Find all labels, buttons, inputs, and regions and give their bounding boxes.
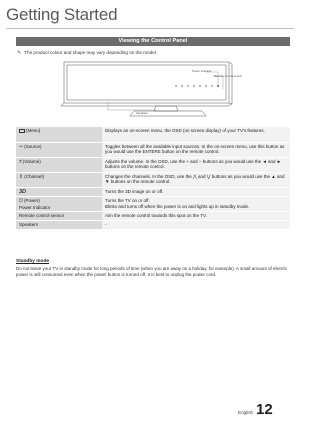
- row-label: (Menu): [26, 128, 41, 133]
- row-description: Adjusts the volume. In the OSD, use the + and − buttons as you would use the ◄ and ► buttons on the remote control.: [102, 157, 290, 172]
- note-text: The product colour and shape may vary depending on the model.: [24, 50, 157, 55]
- 3d-icon: 3D: [19, 188, 27, 195]
- table-row: [16, 142, 290, 157]
- row-label: (Volume): [22, 158, 41, 164]
- tv-illustration: [16, 56, 290, 122]
- standby-heading: Standby mode: [16, 259, 50, 264]
- row-description: Aim the remote control towards this spot on the TV.: [102, 212, 290, 221]
- control-panel-diagram: [16, 56, 290, 122]
- front-buttons: [175, 85, 219, 87]
- row-description: Turns the TV on or off.: [105, 198, 150, 204]
- row-label: (Power): [23, 198, 40, 204]
- note-icon: ✎: [17, 50, 22, 56]
- table-row: [16, 127, 290, 142]
- standby-paragraph: Do not leave your TV in standby mode for long periods of time (when you are away on a holiday, for example). A small amount of electric power is still consumed even when the power button is turned off. It is best to unplug the power cord.: [16, 266, 288, 277]
- remote-sensor-callout: Remote control sensor: [214, 74, 243, 78]
- row-description-secondary: Blinks and turns off when the power is on and lights up in standby mode.: [105, 203, 250, 209]
- row-label: Speakers: [16, 221, 102, 230]
- section-title: Viewing the Control Panel: [16, 37, 290, 46]
- callout-lines: [108, 72, 223, 110]
- row-description: -: [102, 221, 290, 230]
- row-label-secondary: Power Indicator: [19, 204, 51, 210]
- row-description: Toggles between all the available input sources. In the on-screen menu, use this button as you would use the ENTERE button on the remote control.: [102, 142, 290, 157]
- table-row: [16, 172, 290, 187]
- control-panel-table: [16, 127, 290, 230]
- row-label: Remote control sensor: [16, 212, 102, 221]
- power-indicator-callout: Power Indicator: [192, 69, 212, 73]
- speakers-callout: Speakers: [136, 111, 148, 115]
- row-description: Displays an on-screen menu, the OSD (on screen display) of your TV's features.: [102, 127, 290, 142]
- menu-icon: [19, 129, 25, 133]
- table-row: [16, 197, 290, 212]
- table-row: [16, 221, 290, 230]
- power-icon: ⏻: [19, 198, 23, 205]
- volume-icon: ±: [19, 158, 22, 165]
- table-row: [16, 187, 290, 197]
- table-row: [16, 157, 290, 172]
- row-description: Turns the 3D image on or off.: [102, 187, 290, 197]
- footer-language: English: [238, 410, 254, 415]
- row-label: (Channel): [24, 173, 44, 179]
- page-title: Getting Started: [6, 5, 118, 24]
- source-icon: ⇨: [19, 143, 24, 150]
- channel-icon: ⇕: [19, 173, 24, 180]
- row-description: Changes the channels. In the OSD, use the ⋀ and ⋁ buttons as you would use the ▲ and ▼ buttons on the remote control.: [102, 172, 290, 187]
- title-divider: [6, 28, 294, 29]
- row-label: (Source): [24, 143, 42, 149]
- table-row: [16, 212, 290, 221]
- page-number: 12: [256, 401, 273, 418]
